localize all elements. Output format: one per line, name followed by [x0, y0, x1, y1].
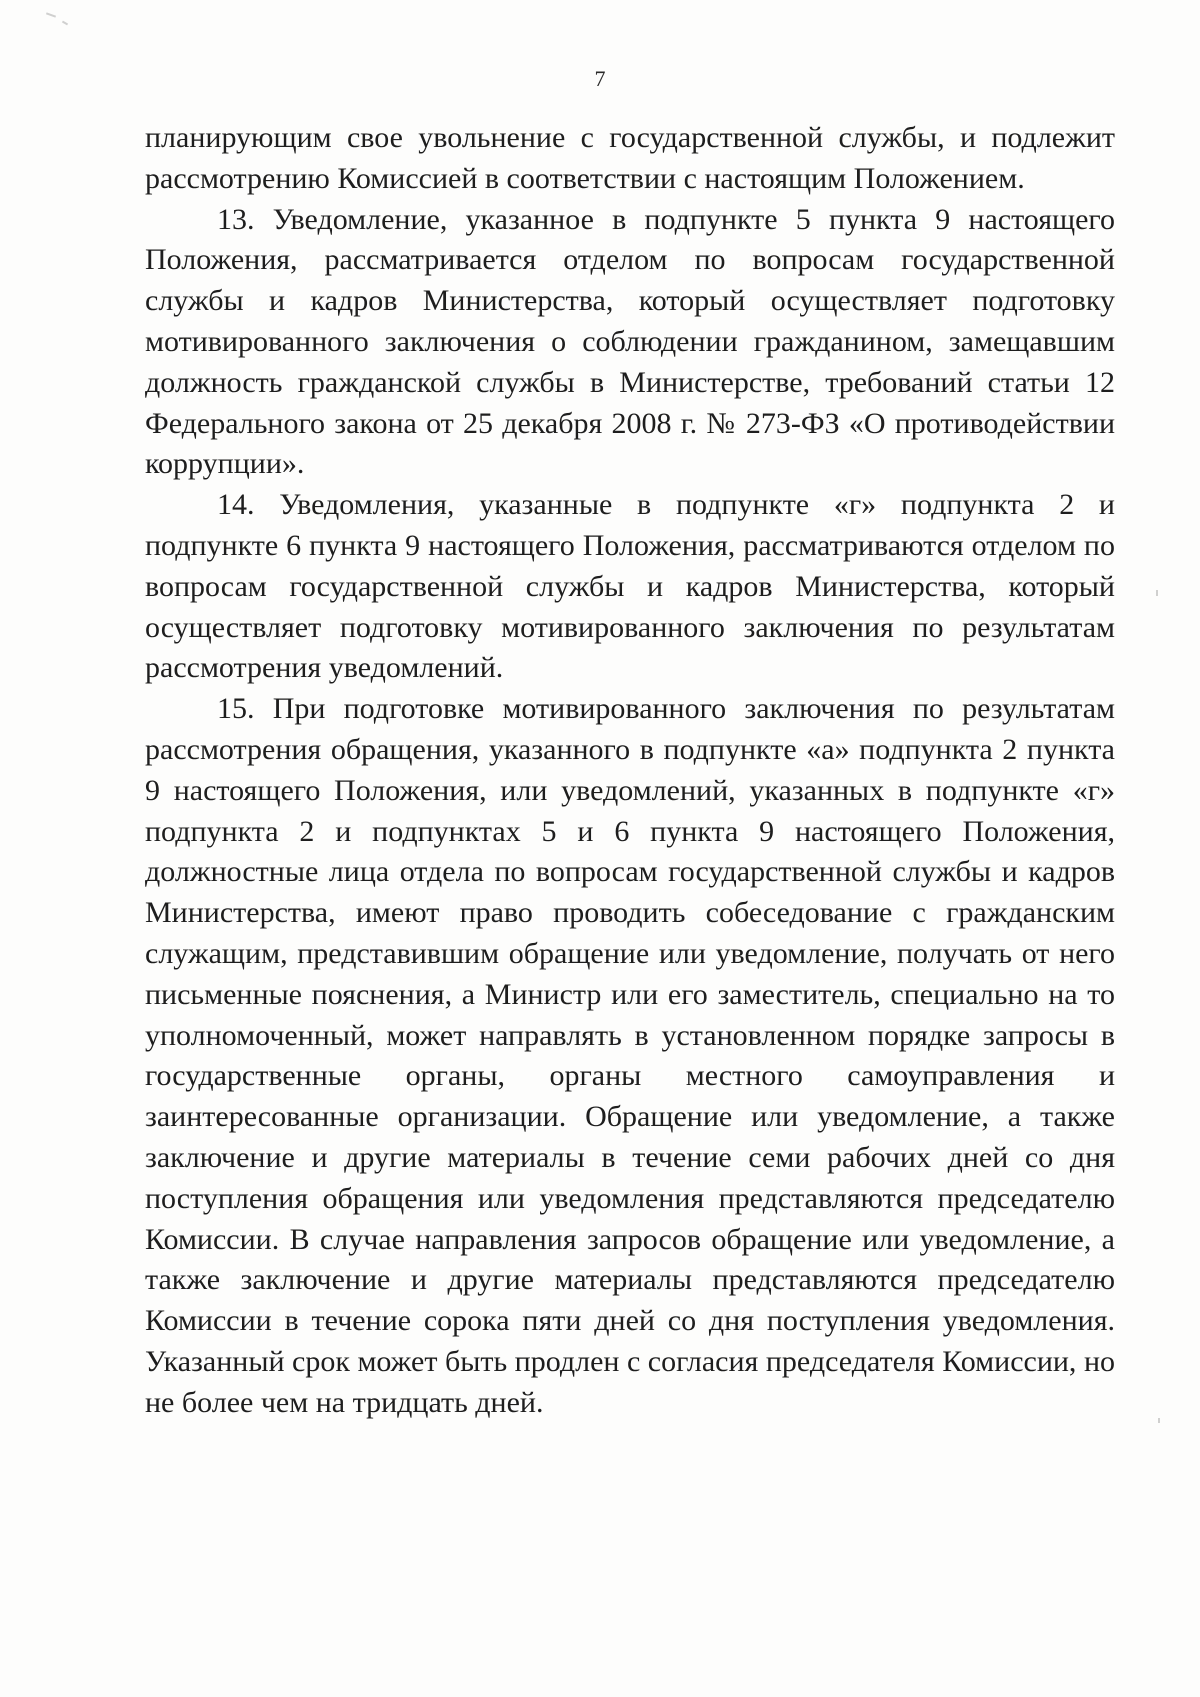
scan-artifact — [62, 21, 68, 26]
scan-artifact — [46, 12, 56, 17]
paragraph-continuation: планирующим свое увольнение с государственной службы, и подлежит рассмотрению Комиссией в соответствии с настоящим Положением. — [145, 121, 1115, 195]
paragraph-item-13: 13. Уведомление, указанное в подпункте 5 пункта 9 настоящего Положения, рассматривается отделом по вопросам государственной службы и кадров Министерства, который осуществляет подготовку мотивированного заключения о соблюдении гражданином, замещавшим должность гражданской службы в Министерстве, требований статьи 12 Федерального закона от 25 декабря 2008 г. № 273-ФЗ «О противодействии коррупции». — [145, 202, 1115, 481]
document-body — [145, 118, 1115, 1424]
paragraph-item-14: 14. Уведомления, указанные в подпункте «г» подпункта 2 и подпункте 6 пункта 9 настоящего Положения, рассматриваются отделом по вопросам государственной службы и кадров Министерства, который осуществляет подготовку мотивированного заключения по результатам рассмотрения уведомлений. — [145, 488, 1115, 685]
scan-artifact — [1156, 590, 1158, 596]
page-number: 7 — [594, 66, 606, 91]
paragraph-item-15: 15. При подготовке мотивированного заключения по результатам рассмотрения обращения, указанного в подпункте «а» подпункта 2 пункта 9 настоящего Положения, или уведомлений, указанных в подпункте «г» подпункта 2 и подпунктах 5 и 6 пункта 9 настоящего Положения, должностные лица отдела по вопросам государственной службы и кадров Министерства, имеют право проводить собеседование с гражданским служащим, представившим обращение или уведомление, получать от него письменные пояснения, а Министр или его заместитель, специально на то уполномоченный, может направлять в установленном порядке запросы в государственные органы, органы местного самоуправления и заинтересованные организации. Обращение или уведомление, а также заключение и другие материалы в течение семи рабочих дней со дня поступления обращения или уведомления представляются председателю Комиссии. В случае направления запросов обращение или уведомление, а также заключение и другие материалы представляются председателю Комиссии в течение сорока пяти дней со дня поступления уведомления. Указанный срок может быть продлен с согласия председателя Комиссии, но не более чем на тридцать дней. — [145, 692, 1115, 1419]
scan-artifact — [1158, 1418, 1160, 1423]
